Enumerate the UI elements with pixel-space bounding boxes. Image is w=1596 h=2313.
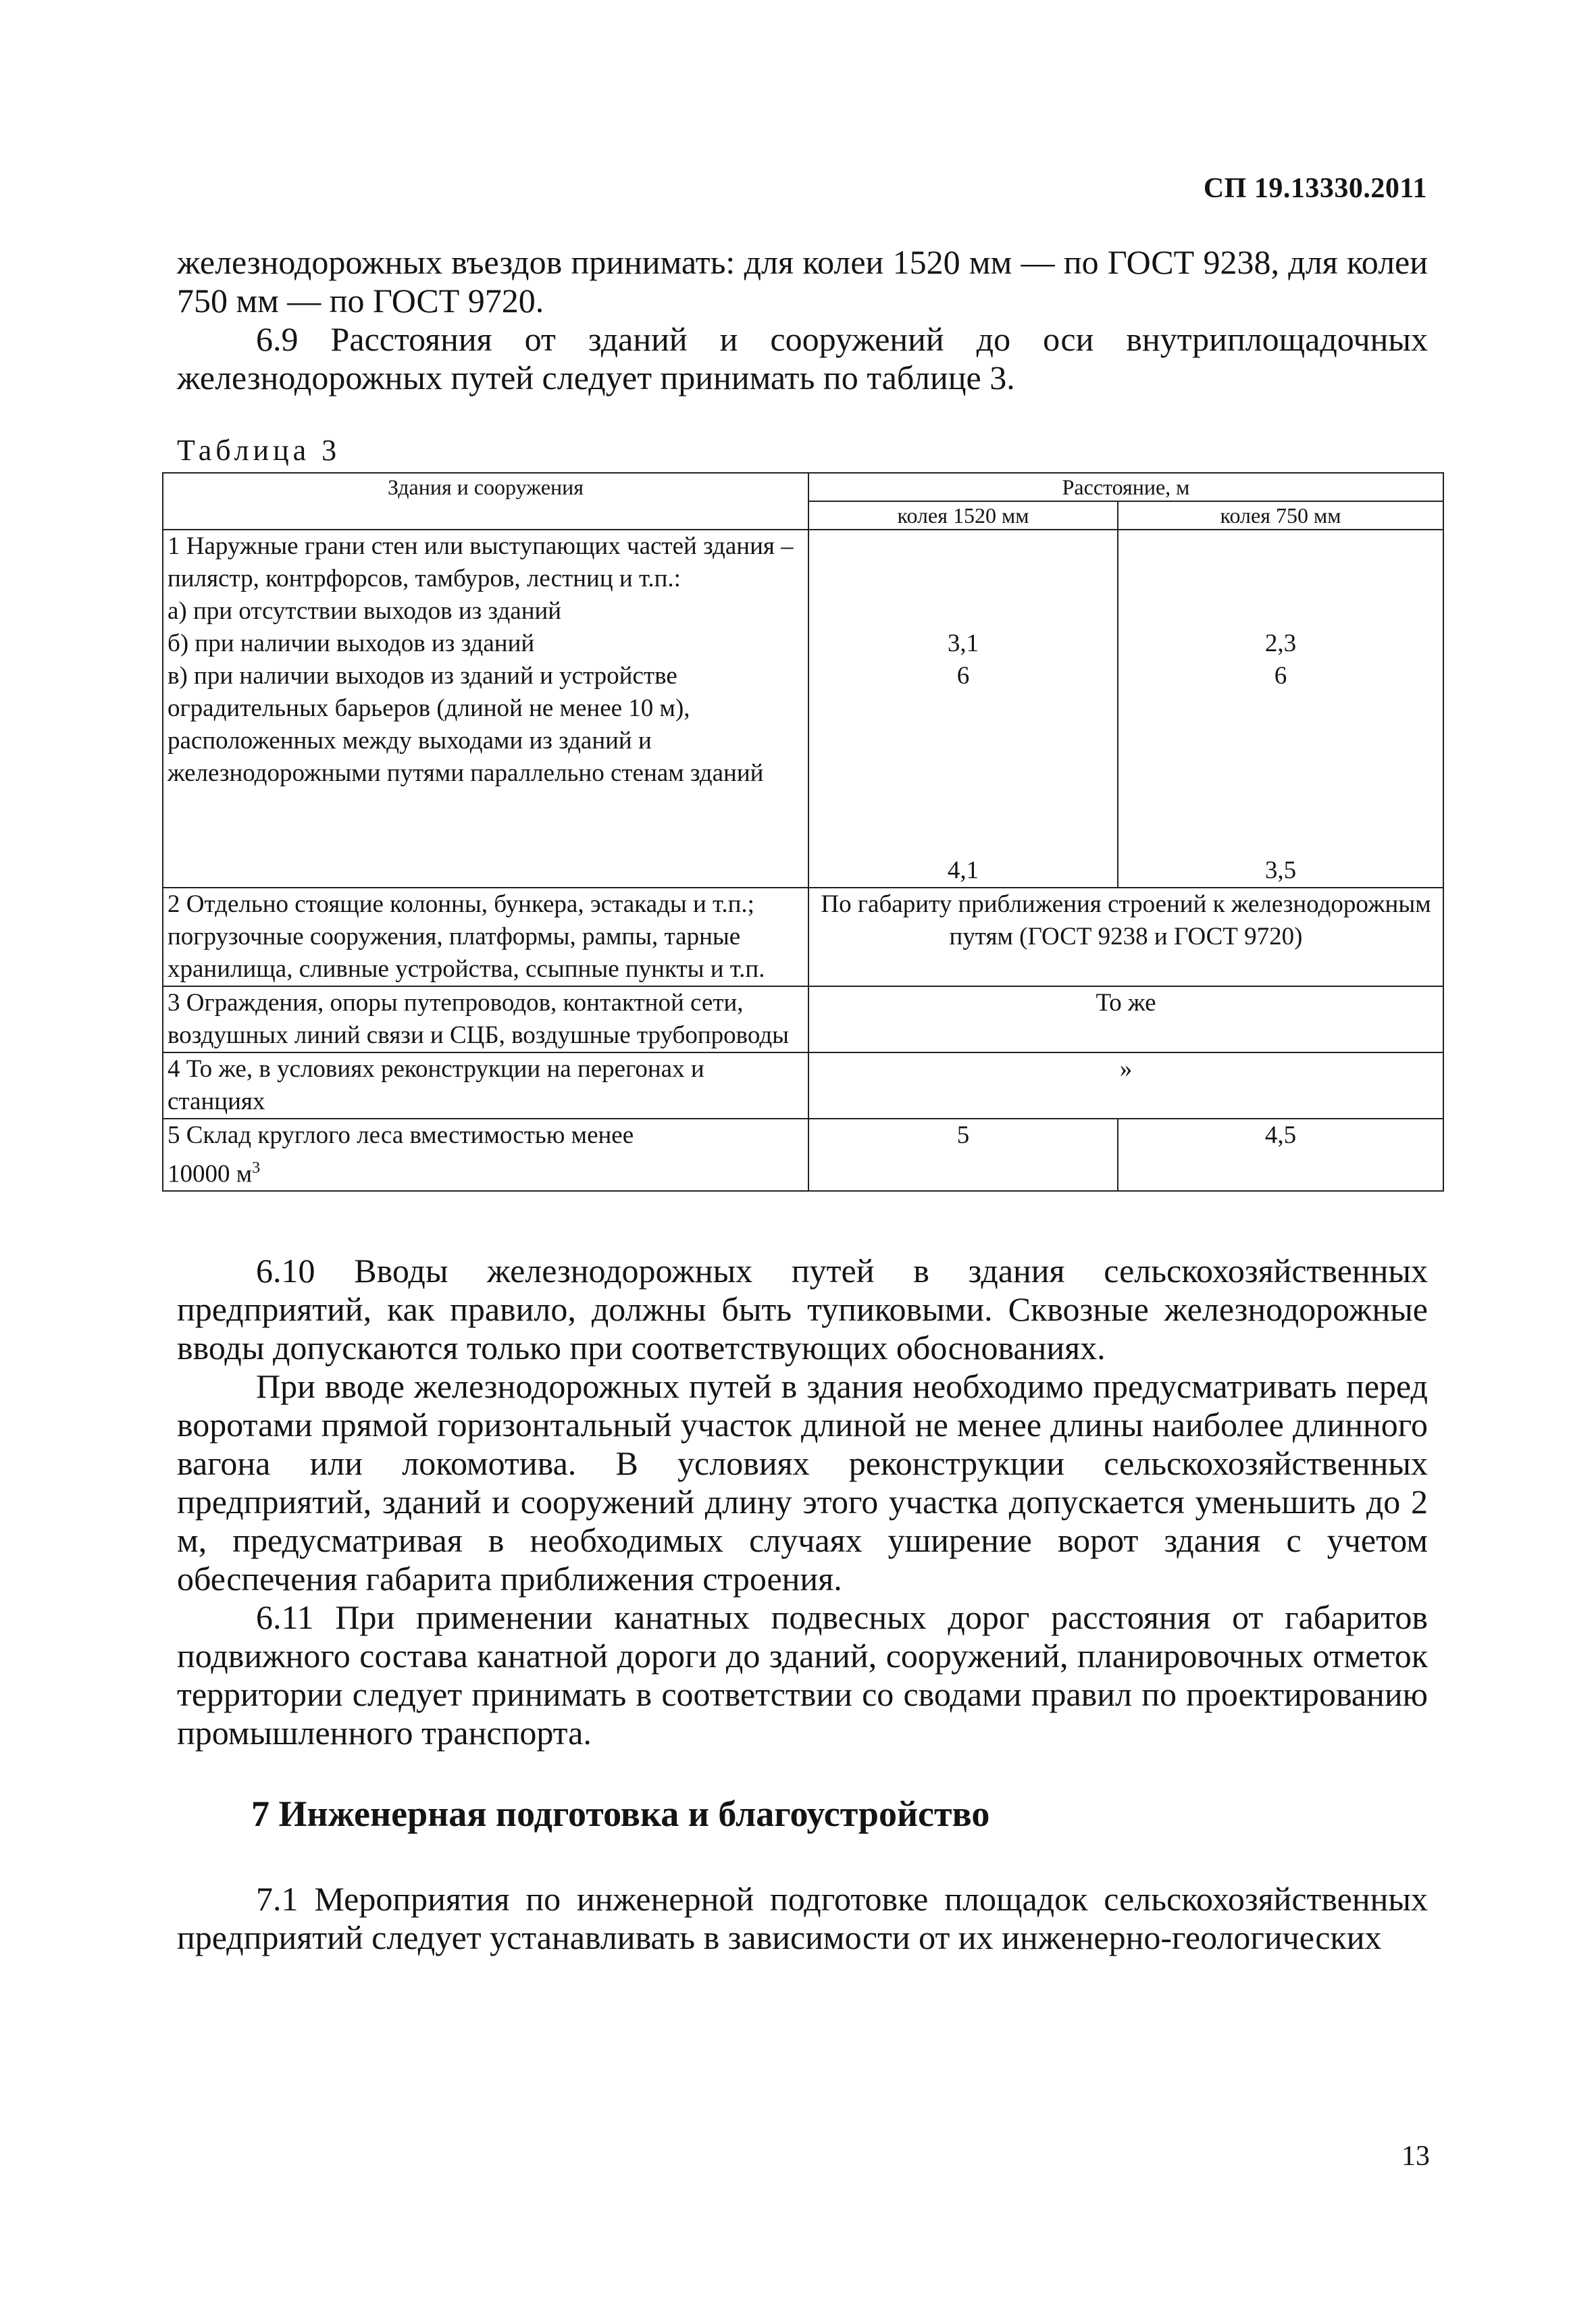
paragraph-6-9: 6.9 Расстояния от зданий и сооружений до оси внутриплощадочных железнодорожных путей следует принимать по таблице 3. bbox=[177, 320, 1428, 397]
header-buildings: Здания и сооружения bbox=[163, 473, 808, 530]
row5-description bbox=[163, 1119, 808, 1191]
paragraph-6-10-cont: При вводе железнодорожных путей в здания необходимо предусматривать перед воротами прямой горизонтальный участок длиной не менее длины наиболее длинного вагона или локомотива. В условиях реконструкции сельскохозяйственных предприятий, зданий и сооружений длину этого участка допускается уменьшить до 2 м, предусматривая в необходимых случаях уширение ворот здания с учетом обеспечения габарита приближения строения. bbox=[177, 1367, 1428, 1598]
row5-volume: 10000 м bbox=[168, 1160, 253, 1188]
section-7-block bbox=[177, 1880, 1428, 1957]
row1-a-1520: 3,1 bbox=[947, 630, 979, 657]
table-row bbox=[163, 1052, 1443, 1119]
row1-c-1520: 4,1 bbox=[947, 857, 979, 884]
row1-b-750: 6 bbox=[1274, 662, 1287, 690]
row3-distance: То же bbox=[808, 986, 1443, 1052]
header-distance: Расстояние, м bbox=[808, 473, 1443, 501]
row1-line-b: б) при наличии выходов из зданий bbox=[168, 630, 535, 657]
row4-description: 4 То же, в условиях реконструкции на перегонах и станциях bbox=[163, 1052, 808, 1119]
row5-gauge-750: 4,5 bbox=[1118, 1119, 1443, 1191]
row1-line-a: а) при отсутствии выходов из зданий bbox=[168, 597, 562, 625]
section-7-heading: 7 Инженерная подготовка и благоустройство bbox=[251, 1794, 990, 1834]
table-row bbox=[163, 888, 1443, 986]
row4-distance: » bbox=[808, 1052, 1443, 1119]
row1-b-1520: 6 bbox=[956, 662, 970, 690]
row5-line-1: 5 Склад круглого леса вместимостью менее bbox=[168, 1121, 634, 1149]
table-header-row bbox=[163, 473, 1443, 501]
row5-gauge-1520: 5 bbox=[808, 1119, 1118, 1191]
row3-description: 3 Ограждения, опоры путепроводов, контактной сети, воздушных линий связи и СЦБ, воздушные трубопроводы bbox=[163, 986, 808, 1052]
paragraph-7-1: 7.1 Мероприятия по инженерной подготовке площадок сельскохозяйственных предприятий следует устанавливать в зависимости от их инженерно-геологических bbox=[177, 1880, 1428, 1956]
row5-line-2 bbox=[168, 1152, 804, 1190]
paragraph-6-8-continuation: железнодорожных въездов принимать: для колеи 1520 мм — по ГОСТ 9238, для колеи 750 мм — по ГОСТ 9720. bbox=[177, 243, 1428, 320]
header-gauge-1520: колея 1520 мм bbox=[808, 501, 1118, 530]
page-number: 13 bbox=[1401, 2141, 1430, 2172]
row2-description: 2 Отдельно стоящие колонны, бункера, эстакады и т.п.; погрузочные сооружения, платформы, рампы, тарные хранилища, сливные устройства, ссыпные пункты и т.п. bbox=[163, 888, 808, 986]
row1-gauge-750 bbox=[1118, 530, 1443, 888]
paragraph-6-11: 6.11 При применении канатных подвесных дорог расстояния от габаритов подвижного состава канатной дороги до зданий, сооружений, планировочных отметок территории следует принимать в соответствии со сводами правил по проектированию промышленного транспорта. bbox=[177, 1598, 1428, 1752]
row1-description bbox=[163, 530, 808, 888]
distances-table bbox=[162, 472, 1444, 1192]
table-row bbox=[163, 530, 1443, 888]
header-gauge-750: колея 750 мм bbox=[1118, 501, 1443, 530]
table-caption: Таблица 3 bbox=[177, 434, 341, 467]
row1-gauge-1520 bbox=[808, 530, 1118, 888]
row2-distance: По габариту приближения строений к железнодорожным путям (ГОСТ 9238 и ГОСТ 9720) bbox=[808, 888, 1443, 986]
row1-c-750: 3,5 bbox=[1264, 857, 1297, 884]
table-row bbox=[163, 986, 1443, 1052]
paragraph-6-10: 6.10 Вводы железнодорожных путей в здания сельскохозяйственных предприятий, как правило, должны быть тупиковыми. Сквозные железнодорожные вводы допускаются только при соответствующих обоснованиях. bbox=[177, 1252, 1428, 1367]
after-table-block bbox=[177, 1252, 1428, 1752]
table-row bbox=[163, 1119, 1443, 1191]
row1-line-intro: 1 Наружные грани стен или выступающих частей здания – пилястр, контрфорсов, тамбуров, лестниц и т.п.: bbox=[168, 532, 794, 592]
row1-a-750: 2,3 bbox=[1264, 630, 1297, 657]
row5-superscript: 3 bbox=[252, 1159, 261, 1177]
document-code: СП 19.13330.2011 bbox=[1203, 173, 1427, 204]
intro-block bbox=[177, 243, 1428, 397]
row1-line-c: в) при наличии выходов из зданий и устройстве оградительных барьеров (длиной не менее 10 м), расположенных между выходами из зданий и железнодорожными путями параллельно стенам зданий bbox=[168, 662, 764, 787]
